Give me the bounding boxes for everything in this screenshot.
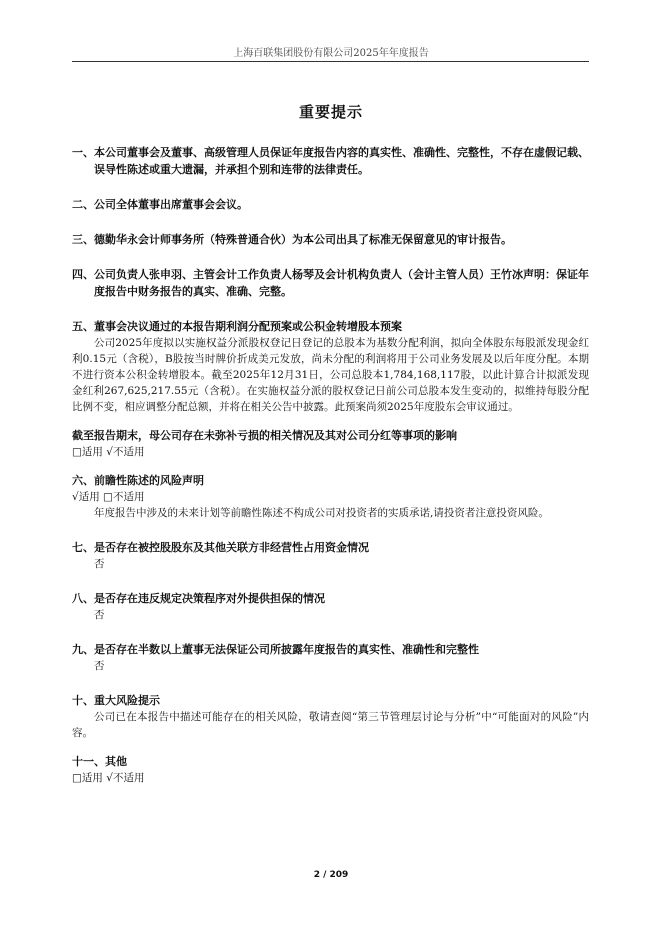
section-10-title: 十、重大风险提示	[72, 694, 160, 707]
content-body	[72, 144, 589, 786]
section-6-applicability: √适用 □不适用	[72, 491, 145, 503]
section-7-answer: 否	[94, 558, 105, 570]
section-2-text: 二、公司全体董事出席董事会会议。	[72, 198, 248, 211]
section-6-title: 六、前瞻性陈述的风险声明	[72, 474, 204, 487]
section-9-answer: 否	[94, 660, 105, 672]
running-header: 上海百联集团股份有限公司2025年年度报告	[233, 48, 429, 59]
section-7-title: 七、是否存在被控股股东及其他关联方非经营性占用资金情况	[72, 541, 369, 554]
page-title: 重要提示	[298, 103, 363, 121]
deficit-applicability: □适用 √不适用	[72, 446, 145, 458]
deficit-title: 截至报告期末，母公司存在未弥补亏损的相关情况及其对公司分红等事项的影响	[72, 429, 457, 442]
page-number: 2 / 209	[313, 870, 349, 880]
section-8-title: 八、是否存在违反规定决策程序对外提供担保的情况	[72, 592, 325, 605]
section-1-text: 一、本公司董事会及董事、高级管理人员保证年度报告内容的真实性、准确性、完整性，不存在虚假记载、误导性陈述或重大遗漏，并承担个别和连带的法律责任。	[72, 146, 589, 176]
header-rule	[72, 61, 589, 62]
section-3-text: 三、德勤华永会计师事务所（特殊普通合伙）为本公司出具了标准无保留意见的审计报告。	[72, 233, 512, 246]
section-10-body: 公司已在本报告中描述可能存在的相关风险，敬请查阅“第三节管理层讨论与分析”中“可能面对的风险”内容。	[72, 711, 589, 739]
section-9-title: 九、是否存在半数以上董事无法保证公司所披露年度报告的真实性、准确性和完整性	[72, 643, 479, 656]
section-11-applicability: □适用 √不适用	[72, 772, 145, 784]
section-5-body: 公司2025年度拟以实施权益分派股权登记日登记的总股本为基数分配利润，拟向全体股东每股派发现金红利0.15元（含税），B股按当时牌价折成美元发放，尚未分配的利润将用于公司业务发展及以后年度分配。本期不进行资本公积金转增股本。截至2025年12月31日，公司总股本1,784,168,117股，以此计算合计拟派发现金红利267,625,217.55元（含税）。在实施权益分派的股权登记日前公司总股本发生变动的，拟维持每股分配比例不变，相应调整分配总额，并将在相关公告中披露。此预案尚须2025年度股东会审议通过。	[72, 337, 589, 413]
section-6-body: 年度报告中涉及的未来计划等前瞻性陈述不构成公司对投资者的实质承诺,请投资者注意投资风险。	[94, 507, 549, 519]
section-11-title: 十一、其他	[72, 755, 127, 768]
section-8-answer: 否	[94, 609, 105, 621]
section-4-text: 四、公司负责人张申羽、主管会计工作负责人杨琴及会计机构负责人（会计主管人员）王竹冰声明：保证年度报告中财务报告的真实、准确、完整。	[72, 268, 589, 298]
section-5-title: 五、董事会决议通过的本报告期利润分配预案或公积金转增股本预案	[72, 320, 402, 333]
